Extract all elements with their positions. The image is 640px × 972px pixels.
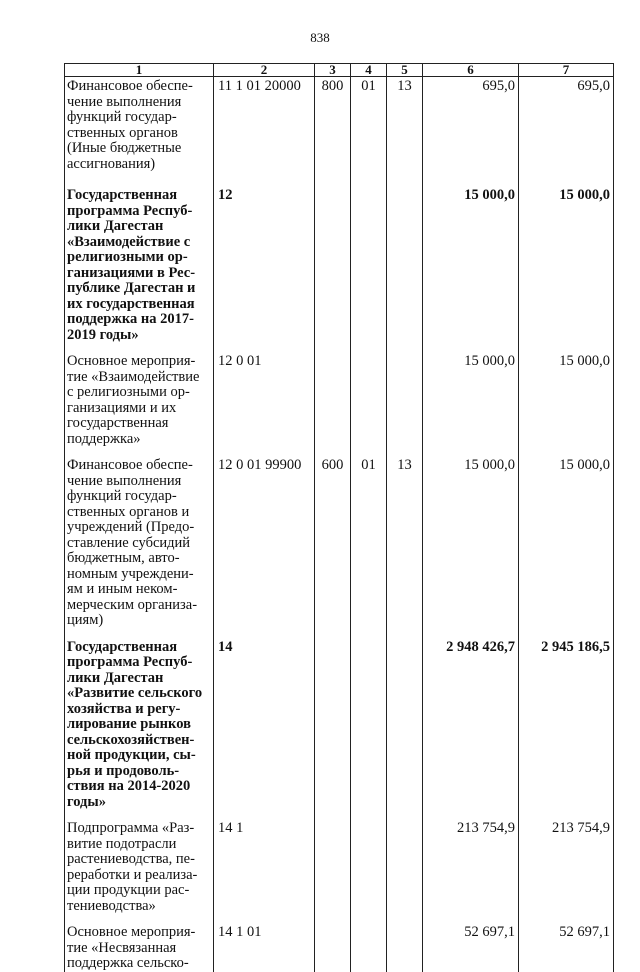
row-value-6: 15 000,0 [423, 447, 519, 629]
table-row [65, 77, 614, 178]
row-code: 12 0 01 [214, 343, 315, 447]
row-code: 14 1 01 [214, 914, 315, 972]
row-name: Подпрограмма «Раз- витие подотрасли растениеводства, пе- реработки и реализа- ции продукции рас- тениеводства» [65, 810, 214, 914]
table-row [65, 177, 614, 343]
row-col-5 [387, 177, 423, 343]
row-col-5 [387, 343, 423, 447]
header-col-7: 7 [519, 64, 614, 77]
row-name: Финансовое обеспе- чение выполнения функций государ- ственных органов (Иные бюджетные ассигнования) [65, 77, 214, 178]
row-value-6: 52 697,1 [423, 914, 519, 972]
header-col-6: 6 [423, 64, 519, 77]
page-number: 838 [310, 30, 330, 45]
row-value-7: 52 697,1 [519, 914, 614, 972]
table-row [65, 810, 614, 914]
header-col-4: 4 [351, 64, 387, 77]
row-code: 12 0 01 99900 [214, 447, 315, 629]
row-col-3 [315, 177, 351, 343]
row-col-5 [387, 629, 423, 811]
row-col-3: 800 [315, 77, 351, 178]
row-col-3 [315, 810, 351, 914]
header-col-5: 5 [387, 64, 423, 77]
row-col-5: 13 [387, 77, 423, 178]
row-name: Финансовое обеспе- чение выполнения функций государ- ственных органов и учреждений (Предо- ставление субсидий бюджетным, авто- номным учреждени- ям и иным неком- мерческим организа- циям) [65, 447, 214, 629]
row-col-3: 600 [315, 447, 351, 629]
row-col-3 [315, 629, 351, 811]
header-col-2: 2 [214, 64, 315, 77]
row-value-6: 213 754,9 [423, 810, 519, 914]
row-col-4: 01 [351, 447, 387, 629]
row-value-7: 213 754,9 [519, 810, 614, 914]
row-col-5 [387, 810, 423, 914]
row-code: 14 1 [214, 810, 315, 914]
header-row [65, 64, 614, 77]
row-value-7: 15 000,0 [519, 343, 614, 447]
header-col-3: 3 [315, 64, 351, 77]
row-value-7: 695,0 [519, 77, 614, 178]
table-row [65, 914, 614, 972]
row-col-5: 13 [387, 447, 423, 629]
row-col-3 [315, 914, 351, 972]
row-col-4 [351, 810, 387, 914]
row-value-6: 695,0 [423, 77, 519, 178]
row-code: 12 [214, 177, 315, 343]
row-value-7: 15 000,0 [519, 177, 614, 343]
row-col-4 [351, 914, 387, 972]
table-row [65, 447, 614, 629]
row-col-3 [315, 343, 351, 447]
row-name: Государственная программа Респуб- лики Дагестан «Развитие сельского хозяйства и регу- лирование рынков сельскохозяйствен- ной продукции, сы- рья и продоволь- ствия на 2014-2020 годы» [65, 629, 214, 811]
budget-table [64, 63, 614, 972]
row-value-7: 15 000,0 [519, 447, 614, 629]
row-code: 11 1 01 20000 [214, 77, 315, 178]
row-value-6: 15 000,0 [423, 343, 519, 447]
row-value-6: 2 948 426,7 [423, 629, 519, 811]
row-col-4 [351, 629, 387, 811]
header-col-1: 1 [65, 64, 214, 77]
row-name: Основное мероприя- тие «Несвязанная поддержка сельско- [65, 914, 214, 972]
row-name: Основное мероприя- тие «Взаимодействие с религиозными ор- ганизациями и их государственная поддержка» [65, 343, 214, 447]
row-col-4 [351, 177, 387, 343]
row-code: 14 [214, 629, 315, 811]
row-col-4: 01 [351, 77, 387, 178]
row-name: Государственная программа Респуб- лики Дагестан «Взаимодействие с религиозными ор- ганизациями в Рес- публике Дагестан и их государственная поддержка на 2017- 2019 годы» [65, 177, 214, 343]
row-col-4 [351, 343, 387, 447]
row-value-6: 15 000,0 [423, 177, 519, 343]
table-row [65, 629, 614, 811]
row-col-5 [387, 914, 423, 972]
row-value-7: 2 945 186,5 [519, 629, 614, 811]
table-row [65, 343, 614, 447]
